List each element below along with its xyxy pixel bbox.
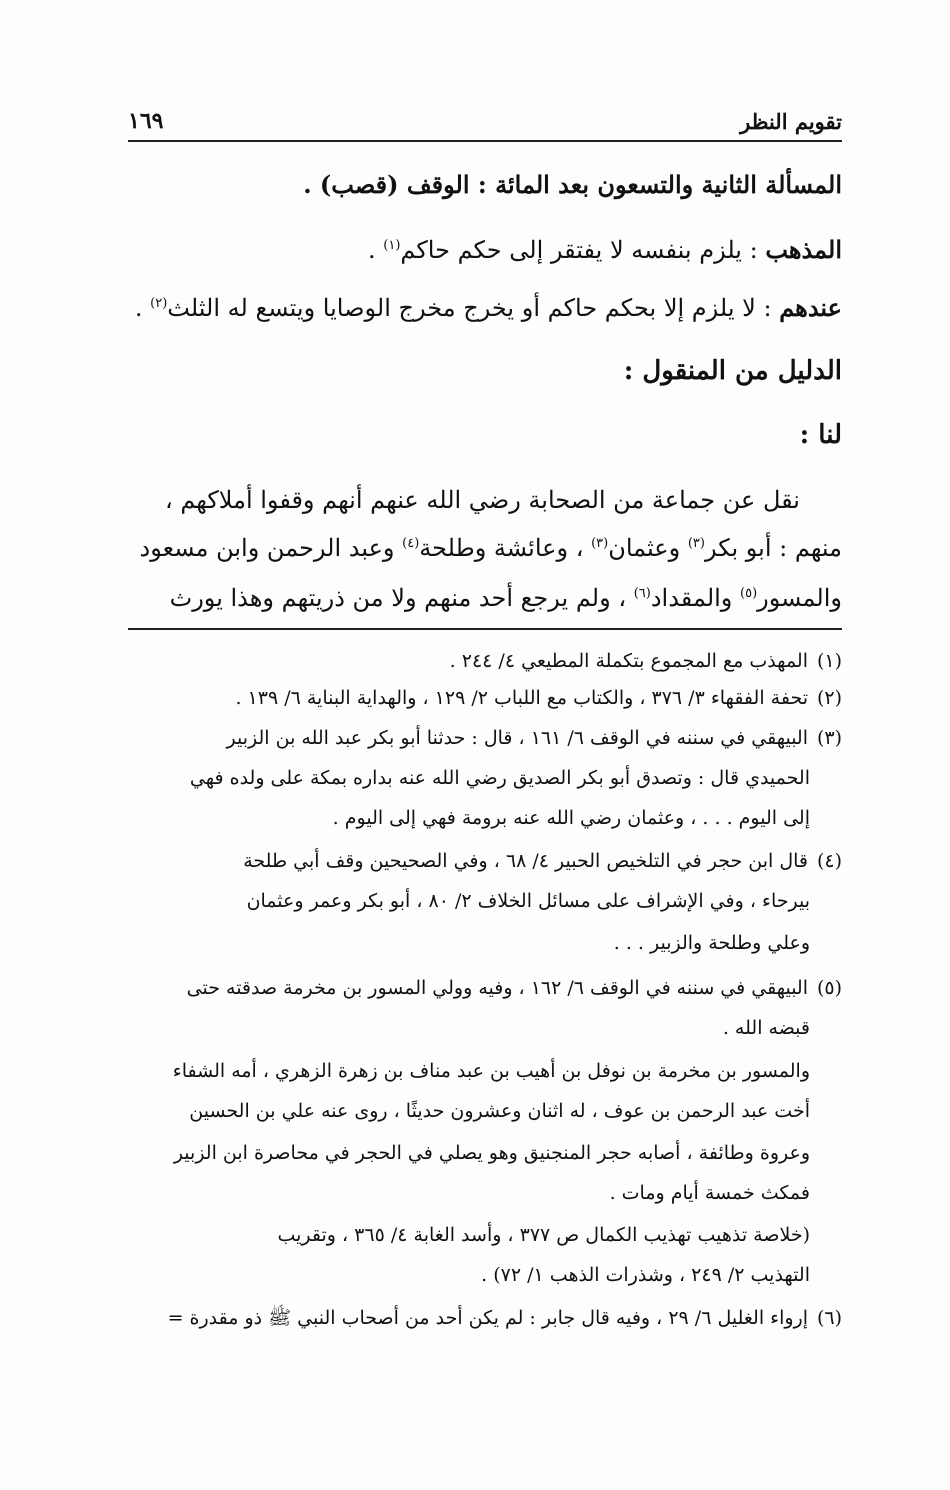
footnote-5-line-4: أخت عبد الرحمن بن عوف ، له اثنان وعشرون حديثًا ، روى عنه علي بن الحسين (189, 1100, 810, 1122)
footnote-5-line-7: (خلاصة تذهيب تهذيب الكمال ص ٣٧٧ ، وأسد الغابة ٤/ ٣٦٥ ، وتقريب (277, 1224, 810, 1246)
footnote-number: (٦) (816, 1307, 842, 1329)
footnote-ref: (٢) (150, 296, 168, 311)
footnote-ref: (٣) (591, 536, 609, 551)
paragraph-line-2 (128, 528, 842, 564)
footnote-4-line-3: وعلي وطلحة والزبير . . . (613, 932, 810, 954)
footnote-number: (٢) (816, 687, 842, 709)
footnote-ref: (٥) (740, 586, 758, 601)
question-title: المسألة الثانية والتسعون بعد المائة : الوقف (قصب) . (303, 170, 842, 199)
dalil-heading: الدليل من المنقول : (623, 356, 842, 386)
text-span: منهم : أبو بكر (704, 534, 842, 562)
punctuation: . (367, 236, 384, 264)
footnote-5-line-2: قبضه الله . (722, 1017, 810, 1039)
madhhab-text: : يلزم بنفسه لا يفتقر إلى حكم حاكم (400, 236, 758, 264)
paragraph-line-1: نقل عن جماعة من الصحابة رضي الله عنهم أنهم وقفوا أملاكهم ، (164, 486, 800, 514)
running-title: تقويم النظر (740, 109, 842, 134)
footnote-text: البيهقي في سننه في الوقف ٦/ ١٦٢ ، وفيه وولي المسور بن مخرمة صدقته حتى (186, 977, 808, 999)
footnote-ref: (٣) (687, 536, 705, 551)
footnote-number: (١) (816, 650, 842, 672)
text-span: والمقداد (650, 584, 741, 612)
footnote-3-line-3: إلى اليوم . . . ، وعثمان رضي الله عنه برومة فهي إلى اليوم . (332, 807, 810, 829)
footnote-5-line-3: والمسور بن مخرمة بن نوفل بن أهيب بن عبد مناف بن زهرة الزهري ، أمه الشفاء (172, 1060, 810, 1082)
indahum-label: عندهم (779, 293, 842, 322)
footnote-ref: (٦) (633, 586, 651, 601)
madhhab-label: المذهب (765, 235, 842, 264)
text-span: ، ولم يرجع أحد منهم ولا من ذريتهم وهذا يورث (169, 584, 634, 612)
footnote-text: البيهقي في سننه في الوقف ٦/ ١٦١ ، قال : حدثنا أبو بكر عبد الله بن الزبير (226, 727, 808, 749)
footnote-4 (128, 848, 842, 874)
footnote-5-line-5: وعروة وطائفة ، أصابه حجر المنجنيق وهو يصلي في الحجر في محاصرة ابن الزبير (173, 1142, 810, 1164)
footnote-3-line-2: الحميدي قال : وتصدق أبو بكر الصديق رضي الله عنه بداره بمكة على ولده فهي (189, 767, 810, 789)
footnote-text: قال ابن حجر في التلخيص الحبير ٤/ ٦٨ ، وفي الصحيحين وقف أبي طلحة (243, 850, 808, 872)
footnote-number: (٤) (816, 850, 842, 872)
punctuation: . (134, 294, 151, 322)
page-header (128, 100, 842, 142)
footnote-ref: (٤) (402, 536, 420, 551)
footnote-5-line-6: فمكث خمسة أيام ومات . (609, 1182, 810, 1204)
footnote-number: (٥) (816, 977, 842, 999)
footnote-text: تحفة الفقهاء ٣/ ٣٧٦ ، والكتاب مع اللباب ٢/ ١٢٩ ، والهداية البناية ٦/ ١٣٩ . (235, 687, 808, 709)
footnote-number: (٣) (816, 727, 842, 749)
footnote-text: إرواء الغليل ٦/ ٢٩ ، وفيه قال جابر : لم يكن أحد من أصحاب النبي ﷺ ذو مقدرة = (167, 1307, 808, 1329)
footnote-6 (128, 1305, 842, 1331)
footnote-3 (128, 725, 842, 751)
madhhab-line (368, 235, 842, 264)
footnote-1 (128, 648, 842, 674)
text-span: ، وعائشة وطلحة (419, 534, 592, 562)
footnote-5-line-8: التهذيب ٢/ ٢٤٩ ، وشذرات الذهب ١/ ٧٢) . (481, 1264, 810, 1286)
footnote-4-line-2: بيرحاء ، وفي الإشراف على مسائل الخلاف ٢/ ٨٠ ، أبو بكر وعمر وعثمان (246, 890, 810, 912)
footnote-ref: (١) (383, 238, 401, 253)
indahum-line (135, 293, 842, 322)
footnote-2 (128, 685, 842, 711)
page-number: ١٦٩ (128, 108, 164, 134)
text-span: والمسور (757, 584, 842, 612)
indahum-text: : لا يلزم إلا بحكم حاكم أو يخرج مخرج الوصايا ويتسع له الثلث (167, 294, 772, 322)
footnote-text: المهذب مع المجموع بتكملة المطيعي ٤/ ٢٤٤ . (449, 650, 808, 672)
lana-heading: لنا : (799, 420, 842, 450)
paragraph-line-3 (128, 578, 842, 614)
text-span: وعبد الرحمن وابن مسعود (139, 534, 403, 562)
footnote-5 (128, 975, 842, 1001)
text-span: وعثمان (608, 534, 688, 562)
footnote-separator (128, 628, 842, 630)
